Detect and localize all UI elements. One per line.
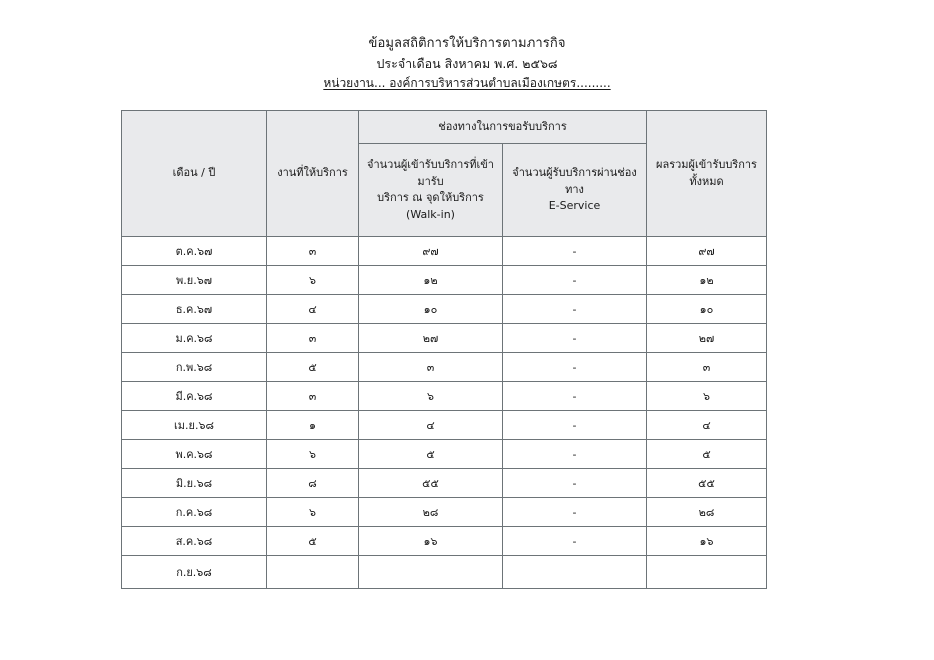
cell-eservice: -	[503, 295, 647, 324]
cell-eservice: -	[503, 237, 647, 266]
column-header-eservice-line-2: E-Service	[548, 199, 601, 213]
table-row	[122, 440, 767, 469]
cell-walkin: ๕	[359, 440, 503, 469]
document-title-line-2: ประจำเดือน สิงหาคม พ.ศ. ๒๕๖๘	[376, 56, 558, 72]
statistics-table-container	[121, 110, 767, 589]
cell-work	[267, 556, 359, 589]
cell-total: ๕	[647, 440, 767, 469]
cell-eservice: -	[503, 382, 647, 411]
table-row	[122, 295, 767, 324]
cell-work: ๕	[267, 527, 359, 556]
cell-walkin: ๑๐	[359, 295, 503, 324]
cell-total: ๖	[647, 382, 767, 411]
table-header-row-1	[122, 111, 767, 144]
cell-month: มี.ค.๖๘	[122, 382, 267, 411]
column-header-walkin-line-3: (Walk-in)	[406, 207, 455, 221]
cell-work: ๓	[267, 324, 359, 353]
table-row	[122, 266, 767, 295]
cell-walkin: ๑๒	[359, 266, 503, 295]
cell-work: ๘	[267, 469, 359, 498]
cell-eservice	[503, 556, 647, 589]
cell-work: ๖	[267, 266, 359, 295]
column-header-walkin	[359, 144, 503, 237]
cell-walkin: ๕๕	[359, 469, 503, 498]
column-header-total	[647, 111, 767, 237]
cell-total: ๑๖	[647, 527, 767, 556]
column-header-work: งานที่ให้บริการ	[267, 111, 359, 237]
cell-total: ๓	[647, 353, 767, 382]
document-title-line-3: หน่วยงาน... องค์การบริหารส่วนตำบลเมืองเกษตร.........	[323, 75, 611, 90]
column-header-eservice-line-1: จำนวนผู้รับบริการผ่านช่องทาง	[512, 166, 637, 196]
cell-work: ๖	[267, 440, 359, 469]
table-row	[122, 411, 767, 440]
cell-month: พ.ค.๖๘	[122, 440, 267, 469]
cell-eservice: -	[503, 527, 647, 556]
cell-total: ๒๘	[647, 498, 767, 527]
column-header-total-line-1: ผลรวมผู้เข้ารับบริการ	[656, 158, 757, 171]
column-header-walkin-line-1: จำนวนผู้เข้ารับบริการที่เข้ามารับ	[367, 158, 494, 188]
cell-walkin: ๑๖	[359, 527, 503, 556]
cell-eservice: -	[503, 440, 647, 469]
cell-work: ๓	[267, 237, 359, 266]
table-header	[122, 111, 767, 237]
column-header-month: เดือน / ปี	[122, 111, 267, 237]
cell-eservice: -	[503, 469, 647, 498]
table-body	[122, 237, 767, 589]
cell-eservice: -	[503, 498, 647, 527]
cell-eservice: -	[503, 353, 647, 382]
cell-total: ๕๕	[647, 469, 767, 498]
cell-total: ๑๐	[647, 295, 767, 324]
cell-month: ก.ค.๖๘	[122, 498, 267, 527]
cell-total	[647, 556, 767, 589]
cell-work: ๖	[267, 498, 359, 527]
cell-month: เม.ย.๖๘	[122, 411, 267, 440]
cell-month: มิ.ย.๖๘	[122, 469, 267, 498]
cell-total: ๑๒	[647, 266, 767, 295]
cell-month: ต.ค.๖๗	[122, 237, 267, 266]
document-header	[0, 0, 934, 92]
cell-month: ม.ค.๖๘	[122, 324, 267, 353]
column-header-total-line-2: ทั้งหมด	[689, 174, 724, 188]
cell-total: ๙๗	[647, 237, 767, 266]
table-row	[122, 469, 767, 498]
table-row	[122, 498, 767, 527]
table-row	[122, 527, 767, 556]
table-row	[122, 324, 767, 353]
table-row	[122, 237, 767, 266]
cell-month: ก.พ.๖๘	[122, 353, 267, 382]
cell-work: ๔	[267, 295, 359, 324]
cell-walkin: ๒๘	[359, 498, 503, 527]
cell-work: ๓	[267, 382, 359, 411]
cell-total: ๔	[647, 411, 767, 440]
document-title-line-1: ข้อมูลสถิติการให้บริการตามภารกิจ	[368, 36, 566, 51]
cell-walkin: ๒๗	[359, 324, 503, 353]
cell-month: ส.ค.๖๘	[122, 527, 267, 556]
table-row	[122, 382, 767, 411]
cell-month: ธ.ค.๖๗	[122, 295, 267, 324]
cell-walkin: ๙๗	[359, 237, 503, 266]
cell-work: ๑	[267, 411, 359, 440]
statistics-table	[121, 110, 767, 589]
cell-eservice: -	[503, 324, 647, 353]
cell-walkin: ๓	[359, 353, 503, 382]
cell-walkin: ๔	[359, 411, 503, 440]
column-header-channel-group: ช่องทางในการขอรับบริการ	[359, 111, 647, 144]
table-row	[122, 353, 767, 382]
cell-total: ๒๗	[647, 324, 767, 353]
column-header-walkin-line-2: บริการ ณ จุดให้บริการ	[377, 191, 484, 204]
table-row	[122, 556, 767, 589]
cell-eservice: -	[503, 411, 647, 440]
cell-walkin: ๖	[359, 382, 503, 411]
column-header-eservice	[503, 144, 647, 237]
cell-month: พ.ย.๖๗	[122, 266, 267, 295]
cell-month: ก.ย.๖๘	[122, 556, 267, 589]
cell-work: ๕	[267, 353, 359, 382]
cell-walkin	[359, 556, 503, 589]
cell-eservice: -	[503, 266, 647, 295]
